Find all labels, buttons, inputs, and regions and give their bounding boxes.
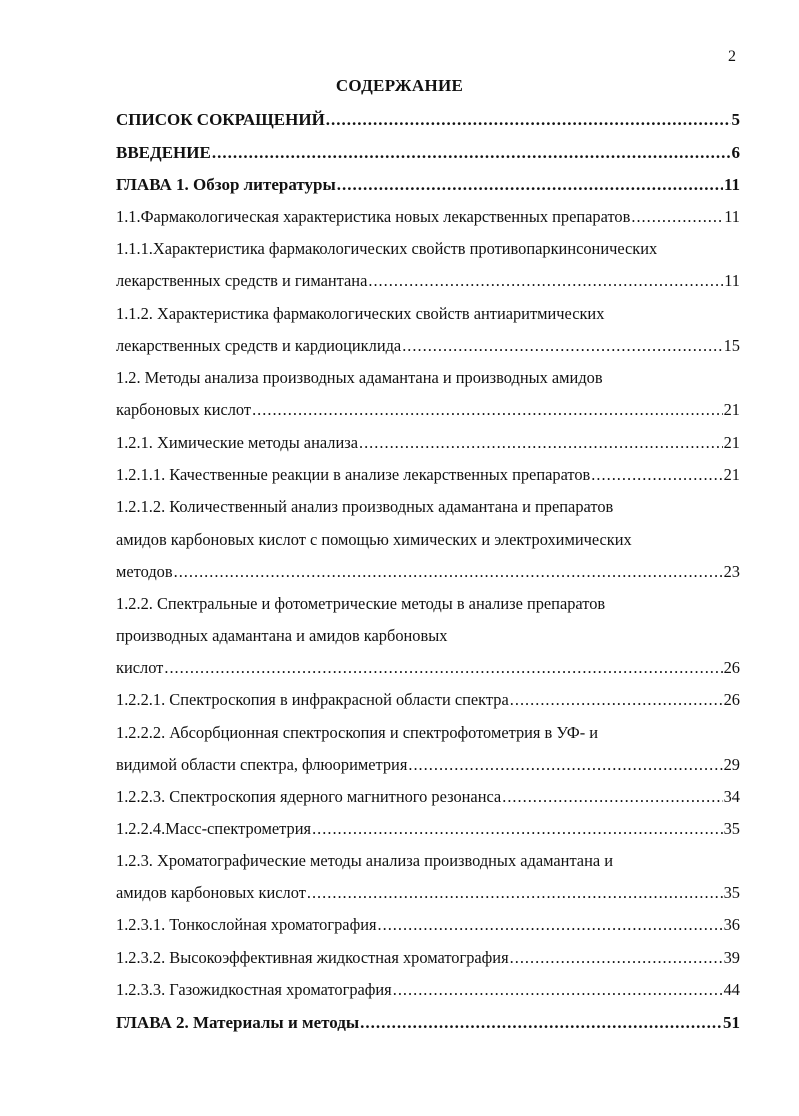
toc-entry-1-1-1-line1[interactable] — [116, 237, 740, 261]
leader-dots — [393, 978, 723, 1002]
toc-entry-text: амидов карбоновых кислот — [116, 883, 306, 902]
toc-entry-text: лекарственных средств и гимантана — [116, 271, 368, 290]
leader-dots — [510, 688, 723, 712]
toc-entry-1-2-3-line2[interactable] — [116, 881, 740, 905]
leader-dots — [212, 141, 731, 165]
toc-entry-page: 21 — [723, 400, 740, 419]
toc-entry-1-2-2-2-line2[interactable] — [116, 753, 740, 777]
leader-dots — [359, 431, 723, 455]
toc-entry-text: видимой области спектра, флюориметрия — [116, 755, 408, 774]
toc-entry-text: методов — [116, 562, 173, 581]
toc-entry-text: 1.2.2.3. Спектроскопия ядерного магнитного резонанса — [116, 787, 502, 806]
toc-entry-page: 11 — [724, 271, 740, 290]
toc-entry-1-2-3-1[interactable] — [116, 913, 740, 937]
toc-entry-text: кислот — [116, 658, 164, 677]
toc-entry-page: 6 — [731, 143, 740, 162]
leader-dots — [312, 817, 723, 841]
leader-dots — [378, 913, 723, 937]
toc-entry-1-2-2-4[interactable] — [116, 817, 740, 841]
toc-entry-1-2-2-3[interactable] — [116, 785, 740, 809]
toc-entry-page: 23 — [723, 562, 740, 581]
toc-entry-1-2-2-line3[interactable] — [116, 656, 740, 680]
toc-entry-1-2-2-line2[interactable] — [116, 624, 740, 648]
toc-entry-page: 5 — [731, 110, 740, 129]
leader-dots — [631, 205, 723, 229]
toc-entry-1-2-3-line1[interactable] — [116, 849, 740, 873]
toc-entry-page: 11 — [724, 207, 740, 226]
leader-dots — [368, 269, 723, 293]
toc-entry-text: лекарственных средств и кардиоциклида — [116, 336, 402, 355]
toc-entry-1-2-3-2[interactable] — [116, 946, 740, 970]
toc-entry-1-1-2-line1[interactable] — [116, 302, 740, 326]
toc-entry-page: 51 — [723, 1013, 740, 1032]
leader-dots — [402, 334, 722, 358]
toc-entry-text: СПИСОК СОКРАЩЕНИЙ — [116, 110, 325, 129]
toc-entry-text: 1.2.2.2. Абсорбционная спектроскопия и спектрофотометрия в УФ- и — [116, 723, 599, 742]
toc-entry-1-1-1-line2[interactable] — [116, 269, 740, 293]
toc-entry-chapter-1[interactable] — [116, 173, 740, 197]
toc-entry-1-2-line2[interactable] — [116, 398, 740, 422]
toc-entry-1-1[interactable] — [116, 205, 740, 229]
toc-entry-1-2-1[interactable] — [116, 431, 740, 455]
toc-entry-1-2-1-2-line3[interactable] — [116, 560, 740, 584]
toc-entry-text: производных адамантана и амидов карбоновых — [116, 626, 448, 645]
toc-entry-text: 1.2.3.1. Тонкослойная хроматография — [116, 915, 377, 934]
toc-entry-text: 1.2.1.1. Качественные реакции в анализе лекарственных препаратов — [116, 465, 591, 484]
toc-entry-text: ГЛАВА 1. Обзор литературы — [116, 175, 336, 194]
toc-entry-introduction[interactable] — [116, 141, 740, 165]
leader-dots — [337, 173, 723, 197]
toc-entry-1-2-2-2-line1[interactable] — [116, 721, 740, 745]
toc-entry-text: 1.1.2. Характеристика фармакологических свойств антиаритмических — [116, 304, 605, 323]
leader-dots — [164, 656, 722, 680]
toc-entry-page: 15 — [723, 336, 740, 355]
toc-entry-text: 1.1.Фармакологическая характеристика новых лекарственных препаратов — [116, 207, 631, 226]
toc-entry-page: 21 — [723, 465, 740, 484]
toc-entry-text: 1.2.2.4.Масс-спектрометрия — [116, 819, 312, 838]
toc-entry-page: 29 — [723, 755, 740, 774]
leader-dots — [591, 463, 722, 487]
leader-dots — [502, 785, 722, 809]
toc-entry-text: 1.2.2. Спектральные и фотометрические методы в анализе препаратов — [116, 594, 606, 613]
toc-entry-page: 36 — [723, 915, 740, 934]
leader-dots — [307, 881, 723, 905]
toc-entry-text: ВВЕДЕНИЕ — [116, 143, 211, 162]
toc-entry-page: 26 — [723, 658, 740, 677]
toc-entry-1-2-line1[interactable] — [116, 366, 740, 390]
toc-entry-1-2-2-line1[interactable] — [116, 592, 740, 616]
leader-dots — [510, 946, 723, 970]
toc-entry-text: 1.2.3. Хроматографические методы анализа производных адамантана и — [116, 851, 613, 870]
toc-entry-text: 1.2.2.1. Спектроскопия в инфракрасной области спектра — [116, 690, 509, 709]
toc-entry-1-2-3-3[interactable] — [116, 978, 740, 1002]
toc-entry-text: карбоновых кислот — [116, 400, 252, 419]
toc-entry-page: 11 — [723, 175, 740, 194]
toc-entry-text: 1.2. Методы анализа производных адамантана и производных амидов — [116, 368, 603, 387]
toc-entry-page: 26 — [723, 690, 740, 709]
leader-dots — [174, 560, 723, 584]
page-number: 2 — [728, 48, 736, 65]
toc-entry-page: 35 — [723, 819, 740, 838]
toc-entry-1-2-1-2-line1[interactable] — [116, 495, 740, 519]
toc-entry-1-2-1-2-line2[interactable] — [116, 528, 740, 552]
toc-title: СОДЕРЖАНИЕ — [335, 76, 464, 95]
toc-entry-text: 1.2.1.2. Количественный анализ производных адамантана и препаратов — [116, 497, 614, 516]
toc-entry-text: 1.2.3.2. Высокоэффективная жидкостная хроматография — [116, 948, 509, 967]
leader-dots — [252, 398, 723, 422]
toc-entry-text: 1.2.1. Химические методы анализа — [116, 433, 358, 452]
toc-entry-abbreviations[interactable] — [116, 108, 740, 132]
toc-entry-page: 34 — [723, 787, 740, 806]
toc-entry-1-2-1-1[interactable] — [116, 463, 740, 487]
toc-entry-page: 35 — [723, 883, 740, 902]
leader-dots — [408, 753, 722, 777]
toc-entry-text: амидов карбоновых кислот с помощью химических и электрохимических — [116, 530, 632, 549]
toc-entry-page: 44 — [723, 980, 740, 999]
toc-entry-page: 21 — [723, 433, 740, 452]
leader-dots — [360, 1011, 722, 1035]
toc-entry-text: ГЛАВА 2. Материалы и методы — [116, 1013, 360, 1032]
leader-dots — [326, 108, 731, 132]
toc-entry-chapter-2[interactable] — [116, 1011, 740, 1035]
toc-entry-text: 1.1.1.Характеристика фармакологических свойств противопаркинсонических — [116, 239, 658, 258]
toc-entry-1-2-2-1[interactable] — [116, 688, 740, 712]
toc-entry-text: 1.2.3.3. Газожидкостная хроматография — [116, 980, 392, 999]
toc-entry-1-1-2-line2[interactable] — [116, 334, 740, 358]
toc-entry-page: 39 — [723, 948, 740, 967]
